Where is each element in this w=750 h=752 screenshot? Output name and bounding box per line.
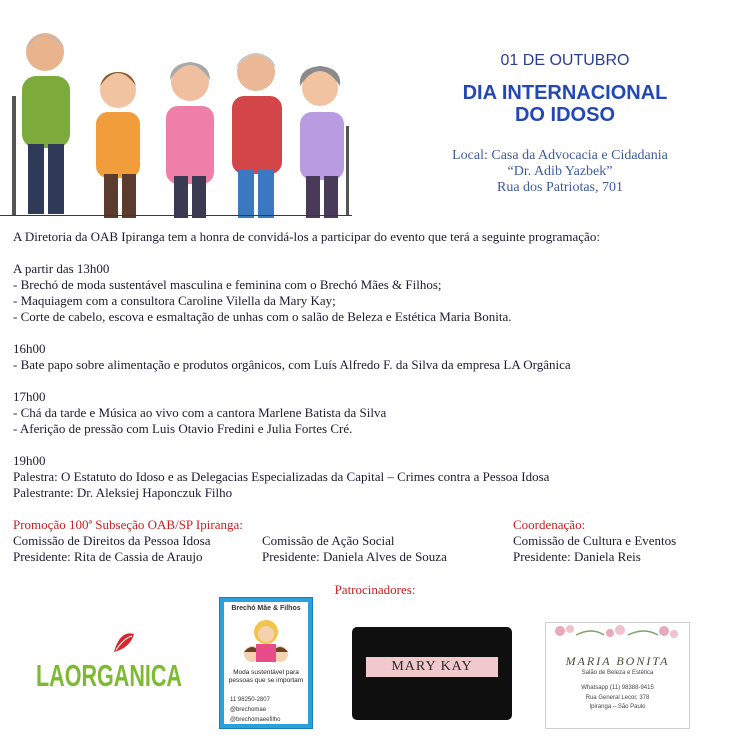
brecho-phone: 11 98250-2807: [230, 697, 270, 703]
person-lilac-cardigan: [300, 66, 349, 218]
mariabonita-name: MARIA BONITA: [565, 654, 670, 668]
intro-text: A Diretoria da OAB Ipiranga tem a honra de convidá-los a participar do evento que terá a seguinte programação:: [13, 229, 600, 244]
brecho-tagline: Moda sustentável para pessoas que se importam: [228, 669, 304, 684]
svg-text:LAORGANICA: LAORGANICA: [36, 658, 182, 693]
schedule-item: - Brechó de moda sustentável masculina e feminina com o Brechó Mães & Filhos;: [13, 277, 442, 292]
brecho-facebook: @brechomaeefilho: [230, 717, 281, 723]
lecture-title: Palestra: O Estatuto do Idoso e as Delegacias Especializadas da Capital – Crimes contra a Pessoa Idosa: [13, 469, 550, 484]
lecturer-name: Palestrante: Dr. Aleksiej Haponczuk Filho: [13, 485, 233, 500]
marykay-strip: [366, 657, 498, 677]
brecho-name: Brechó Mãe & Filhos: [231, 605, 301, 612]
schedule-item: - Maquiagem com a consultora Caroline Vilella da Mary Kay;: [13, 293, 336, 308]
schedule-time-3: 17h00: [13, 389, 46, 404]
mariabonita-city: Ipiranga – São Paulo: [589, 704, 646, 710]
location-line-3: Rua dos Patriotas, 701: [497, 180, 623, 195]
promotion-president-2: Presidente: Daniela Alves de Souza: [262, 549, 447, 564]
flower-border-icon: [546, 623, 689, 647]
marykay-logo: [352, 627, 512, 720]
person-pink-cardigan: [166, 62, 214, 218]
event-title-line-1: DIA INTERNACIONAL: [462, 82, 668, 104]
promotion-commission-1: Comissão de Direitos da Pessoa Idosa: [13, 533, 211, 548]
person-orange-top: [96, 72, 140, 218]
schedule-time-1: A partir das 13h00: [13, 261, 110, 276]
laorganica-logo: [34, 628, 184, 696]
schedule-item: - Bate papo sobre alimentação e produtos orgânicos, com Luís Alfredo F. da Silva da empresa LA Orgânica: [13, 357, 571, 372]
schedule-item: - Aferição de pressão com Luis Otavio Fredini e Julia Fortes Cré.: [13, 421, 353, 436]
promotion-president-1: Presidente: Rita de Cassia de Araujo: [13, 549, 203, 564]
coordination-label: Coordenação:: [513, 517, 586, 532]
location-line-1: Local: Casa da Advocacia e Cidadania: [452, 148, 668, 163]
promotion-commission-2: Comissão de Ação Social: [262, 533, 395, 548]
schedule-time-2: 16h00: [13, 341, 46, 356]
schedule-item: - Chá da tarde e Música ao vivo com a cantora Marlene Batista da Silva: [13, 405, 387, 420]
brecho-family-icon: [242, 616, 290, 668]
person-green-sweater: [12, 33, 70, 216]
schedule-item: - Corte de cabelo, escova e esmaltação de unhas com o salão de Beleza e Estética Maria Bonita.: [13, 309, 512, 324]
coordination-president: Presidente: Daniela Reis: [513, 549, 641, 564]
mariabonita-phone: Whatsapp (11) 98388-9415: [581, 685, 654, 691]
schedule-time-4: 19h00: [13, 453, 46, 468]
event-title-line-2: DO IDOSO: [514, 104, 615, 126]
promotion-label: Promoção 100ª Subseção OAB/SP Ipiranga:: [13, 517, 243, 532]
illustration-baseline: [0, 215, 352, 216]
coordination-commission: Comissão de Cultura e Eventos: [513, 533, 677, 548]
event-date: 01 DE OUTUBRO: [500, 52, 630, 69]
elderly-group-illustration: [0, 26, 352, 218]
mariabonita-subtitle: Salão de Beleza e Estética: [581, 670, 654, 676]
brecho-logo: [219, 597, 313, 729]
sponsors-label: Patrocinadores:: [334, 582, 416, 597]
mariabonita-address: Rua General Lecor, 378: [585, 695, 650, 701]
mariabonita-logo: [545, 622, 690, 729]
brecho-instagram: @brechomae: [230, 707, 267, 713]
location-line-2: “Dr. Adib Yazbek”: [507, 164, 613, 179]
marykay-name: MARY KAY: [391, 659, 473, 674]
person-red-sweater: [232, 53, 282, 218]
